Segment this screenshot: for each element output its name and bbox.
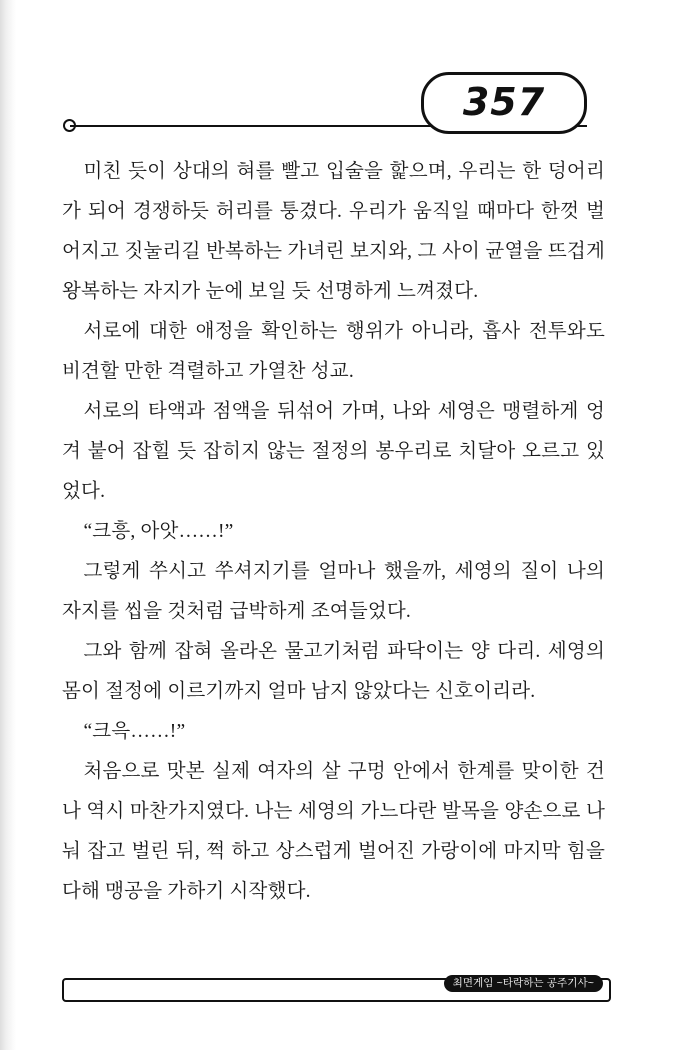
footer-title-tag: 최면게임 ~타락하는 공주기사~ (444, 975, 603, 992)
page-body (62, 152, 605, 912)
paragraph: “크흥, 아앗……!” (83, 521, 234, 542)
page-number-badge (421, 72, 587, 134)
paragraph: 처음으로 맛본 실제 여자의 살 구멍 안에서 한계를 맞이한 건 나 역시 마찬가지였다. 나는 세영의 가느다란 발목을 양손으로 나눠 잡고 벌린 뒤, 쩍 하고 상스럽게 벌어진 가랑이에 마지막 힘을 다해 맹공을 가하기 시작했다. (62, 761, 605, 902)
paragraph: 미친 듯이 상대의 혀를 빨고 입술을 핥으며, 우리는 한 덩어리가 되어 경쟁하듯 허리를 퉁겼다. 우리가 움직일 때마다 한껏 벌어지고 짓눌리길 반복하는 가녀린 보지와, 그 사이 균열을 뜨겁게 왕복하는 자지가 눈에 보일 듯 선명하게 느껴졌다. (62, 161, 605, 302)
page-header (60, 72, 587, 134)
page-number: 357 (462, 80, 546, 124)
paragraph: 서로에 대한 애정을 확인하는 행위가 아니라, 흡사 전투와도 비견할 만한 격렬하고 가열찬 성교. (62, 321, 605, 382)
page-gutter-shadow (0, 0, 16, 1050)
page-footer (62, 978, 611, 1004)
paragraph: 그렇게 쑤시고 쑤셔지기를 얼마나 했을까, 세영의 질이 나의 자지를 씹을 것처럼 급박하게 조여들었다. (62, 561, 605, 622)
paragraph: 서로의 타액과 점액을 뒤섞어 가며, 나와 세영은 맹렬하게 엉겨 붙어 잡힐 듯 잡히지 않는 절정의 봉우리로 치달아 오르고 있었다. (62, 401, 605, 502)
paragraph: 그와 함께 잡혀 올라온 물고기처럼 파닥이는 양 다리. 세영의 몸이 절정에 이르기까지 얼마 남지 않았다는 신호이리라. (62, 641, 605, 702)
paragraph: “크윽……!” (83, 721, 186, 742)
